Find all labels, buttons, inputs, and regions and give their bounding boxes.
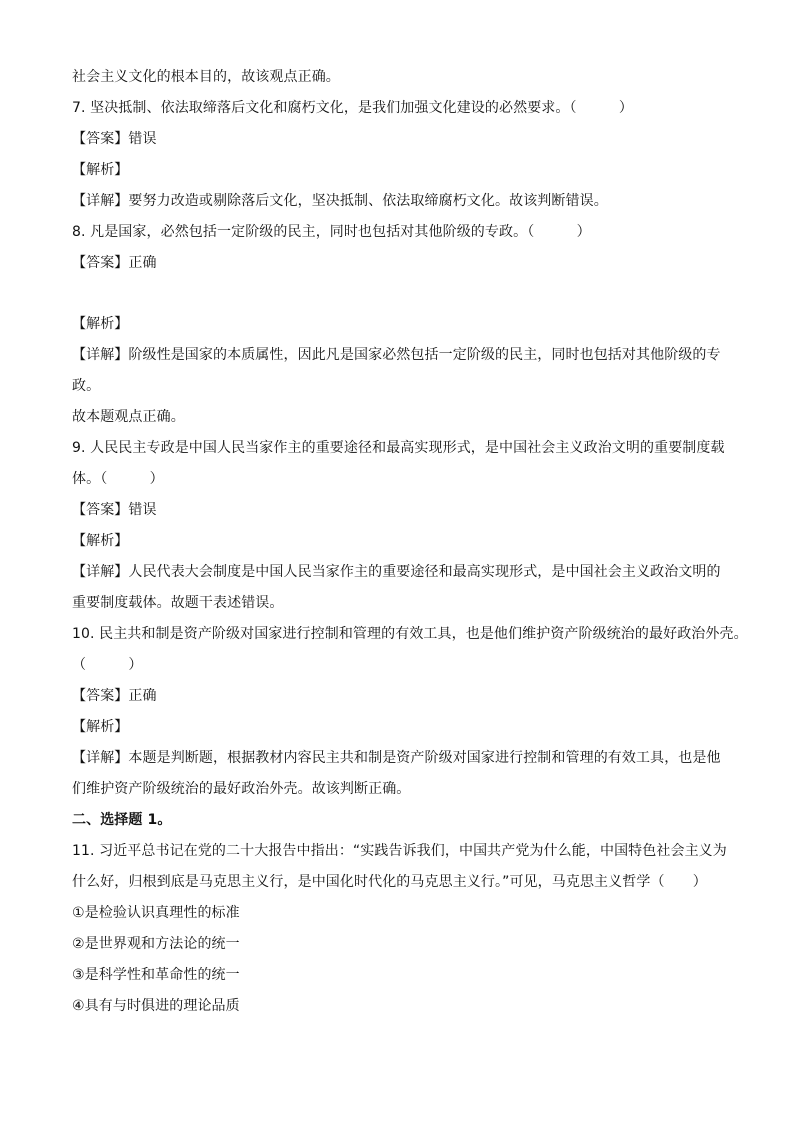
detail-8-conclusion: 故本题观点正确。	[72, 409, 185, 425]
question-11: 11. 习近平总书记在党的二十大报告中指出：“实践告诉我们，中国共产党为什么能，中国特色社会主义为	[72, 843, 727, 859]
detail-9-cont: 重要制度载体。故题干表述错误。	[72, 595, 284, 611]
analysis-7: 【解析】	[72, 162, 129, 178]
blank-space	[72, 279, 762, 309]
detail-8-cont: 政。	[72, 378, 101, 394]
question-11-cont: 什么好，归根到底是马克思主义行，是中国化时代化的马克思主义行。”可见，马克思主义哲学（ ）	[72, 874, 707, 890]
detail-10-cont: 们维护资产阶级统治的最好政治外壳。故该判断正确。	[72, 781, 411, 797]
option-4: ④具有与时俱进的理论品质	[72, 998, 240, 1014]
option-2: ②是世界观和方法论的统一	[72, 936, 240, 952]
detail-tag: 【详解】	[72, 564, 129, 580]
answer-value: 错误	[128, 131, 157, 147]
answer-value: 错误	[128, 502, 157, 518]
text-line: 社会主义文化的根本目的，故该观点正确。	[72, 69, 340, 85]
detail-10	[72, 743, 762, 774]
question-9: 9. 人民民主专政是中国人民当家作主的重要途径和最高实现形式，是中国社会主义政治文明的重要制度载	[72, 440, 725, 456]
answer-value: 正确	[128, 688, 157, 704]
detail-9	[72, 557, 762, 588]
question-10-cont: （ ）	[72, 657, 143, 673]
document-page	[72, 62, 762, 1022]
option-3: ③是科学性和革命性的统一	[72, 967, 240, 983]
detail-tag: 【详解】	[72, 347, 129, 363]
question-10: 10. 民主共和制是资产阶级对国家进行控制和管理的有效工具，也是他们维护资产阶级统治的最好政治外壳。	[72, 626, 748, 642]
detail-tag: 【详解】	[72, 193, 129, 209]
question-7: 7. 坚决抵制、依法取缔落后文化和腐朽文化，是我们加强文化建设的必然要求。（ ）	[72, 100, 634, 116]
detail-text: 要努力改造或剔除落后文化，坚决抵制、依法取缔腐朽文化。故该判断错误。	[128, 193, 608, 209]
detail-7	[72, 186, 762, 217]
answer-tag: 【答案】	[72, 688, 129, 704]
question-9-cont: 体。（ ）	[72, 471, 164, 487]
analysis-10: 【解析】	[72, 719, 129, 735]
answer-10	[72, 681, 762, 712]
detail-text: 阶级性是国家的本质属性，因此凡是国家必然包括一定阶级的民主，同时也包括对其他阶级的专	[128, 347, 721, 363]
answer-7	[72, 124, 762, 155]
detail-8	[72, 340, 762, 371]
answer-tag: 【答案】	[72, 131, 129, 147]
answer-tag: 【答案】	[72, 502, 129, 518]
answer-tag: 【答案】	[72, 255, 129, 271]
detail-tag: 【详解】	[72, 750, 129, 766]
answer-8	[72, 248, 762, 279]
detail-text: 人民代表大会制度是中国人民当家作主的重要途径和最高实现形式，是中国社会主义政治文明的	[128, 564, 721, 580]
section-heading: 二、选择题 1。	[72, 812, 172, 828]
analysis-9: 【解析】	[72, 533, 129, 549]
analysis-8: 【解析】	[72, 316, 129, 332]
answer-value: 正确	[128, 255, 157, 271]
detail-text: 本题是判断题，根据教材内容民主共和制是资产阶级对国家进行控制和管理的有效工具，也是他	[128, 750, 721, 766]
option-1: ①是检验认识真理性的标准	[72, 905, 240, 921]
question-8: 8. 凡是国家，必然包括一定阶级的民主，同时也包括对其他阶级的专政。（ ）	[72, 224, 591, 240]
answer-9	[72, 495, 762, 526]
